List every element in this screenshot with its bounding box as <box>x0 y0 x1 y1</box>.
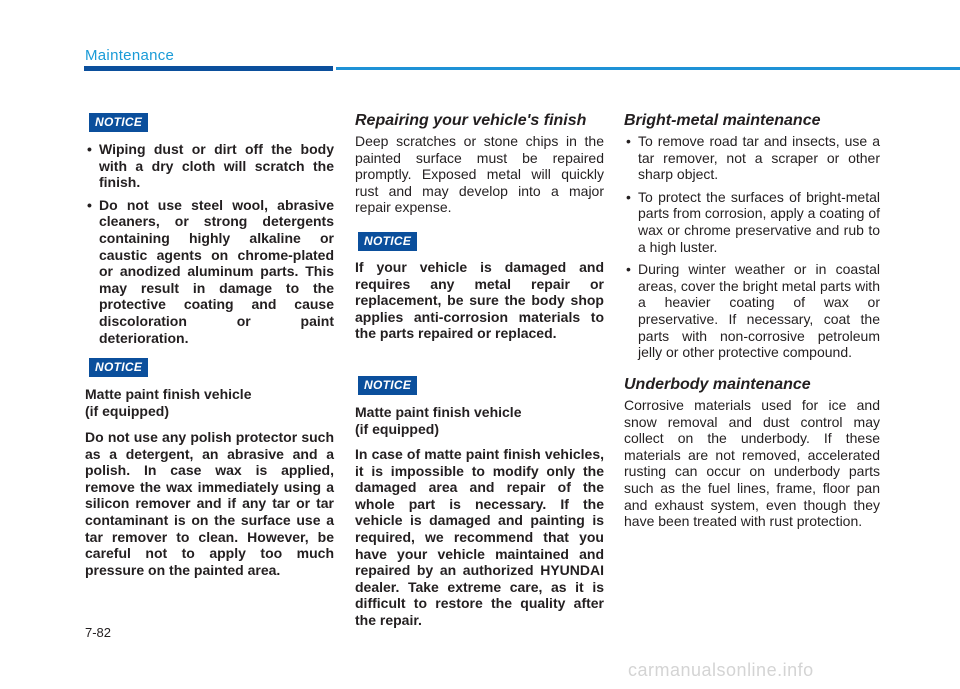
matte-heading-line: (if equipped) <box>355 420 439 437</box>
underbody-text: Corrosive materials used for ice and snow removal and dust control may collect on the underbody. If these materials are not removed, accelerated rusting can occur on underbody parts such as the fuel lines, frame, floor pan and exhaust system, even though they have been treated with rust protection. <box>624 397 880 530</box>
header-bar-light <box>336 67 960 70</box>
repair-intro: Deep scratches or stone chips in the painted surface must be repaired promptly. Exposed metal will quickly rust and may develop into a major repair expense. <box>355 133 604 216</box>
notice-badge: NOTICE <box>89 113 148 132</box>
notice-badge: NOTICE <box>358 232 417 251</box>
notice-bullet-list <box>85 141 334 352</box>
notice-text: If your vehicle is damaged and requires any metal repair or replacement, be sure the body shop applies anti-corrosion materials to the parts repaired or replaced. <box>355 259 604 342</box>
notice-badge: NOTICE <box>358 376 417 395</box>
section-heading: Underbody maintenance <box>624 376 811 393</box>
section-title: Maintenance <box>85 47 175 64</box>
list-item: • To remove road tar and insects, use a tar remover, not a scraper or other sharp object. <box>624 133 880 183</box>
watermark: carmanualsonline.info <box>628 660 814 680</box>
list-item: • During winter weather or in coastal areas, cover the bright metal parts with a heavier coating of wax or preservative. If necessary, coat the parts with non-corrosive petroleum jelly or other protective compound. <box>624 261 880 361</box>
section-heading: Bright-metal maintenance <box>624 112 821 129</box>
matte-heading <box>355 404 604 437</box>
section-heading: Repairing your vehicle's finish <box>355 112 587 129</box>
list-item: • Wiping dust or dirt off the body with a dry cloth will scratch the finish. <box>85 141 334 191</box>
list-item: • To protect the surfaces of bright-metal parts from corrosion, apply a coating of wax or chrome preservative and rub to a high luster. <box>624 189 880 255</box>
notice-badge: NOTICE <box>89 358 148 377</box>
list-item: • Do not use steel wool, abrasive cleaners, or strong detergents containing highly alkaline or caustic agents on chrome-plated or anodized aluminum parts. This may result in damage to the protective coating and cause discoloration or paint deterioration. <box>85 197 334 346</box>
matte-heading-line: Matte paint finish vehicle <box>85 386 252 402</box>
matte-heading-line: (if equipped) <box>85 402 169 419</box>
header-bar-dark <box>84 66 333 71</box>
page-number: 7-82 <box>85 625 112 640</box>
matte-heading-line: Matte paint finish vehicle <box>355 404 522 420</box>
matte-text: Do not use any polish protector such as a detergent, an abrasive and a polish. In case wax is applied, remove the wax immediately using a silicon remover and if any tar or tar contaminant is on the surface use a tar remover to clean. However, be careful not to apply too much pressure on the painted area. <box>85 429 334 578</box>
matte-heading <box>85 386 334 419</box>
bright-metal-list <box>624 133 880 367</box>
matte-text: In case of matte paint finish vehicles, it is impossible to modify only the damaged area and repair of the whole part is necessary. If the vehicle is damaged and painting is required, we recommend that you have your vehicle maintained and repaired by an authorized HYUNDAI dealer. Take extreme care, as it is difficult to restore the quality after the repair. <box>355 446 604 628</box>
